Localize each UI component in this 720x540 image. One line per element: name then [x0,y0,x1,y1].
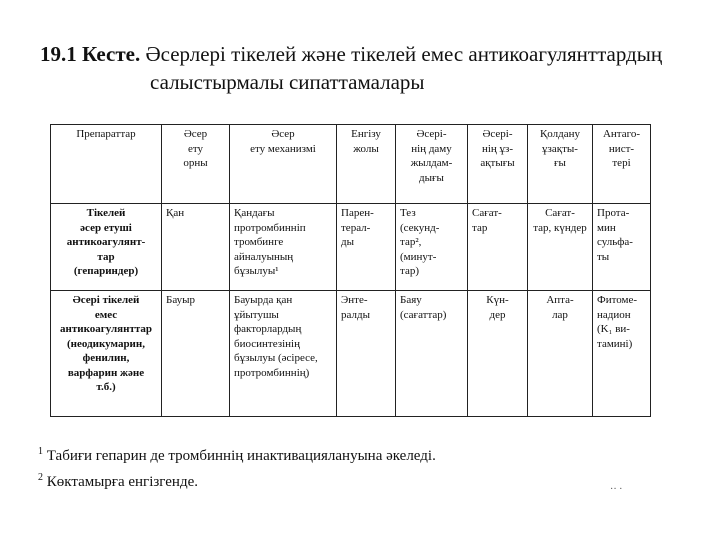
cell-antagonist: Фитоме- надион (K₁ ви- тамині) [593,291,651,417]
header-cell: Әсер ету орны [162,125,230,204]
cell-use-period: Сағат- тар, күндер [528,204,593,291]
footnote-2-mark: 2 [38,472,43,483]
table-caption [40,40,700,96]
footnote-1-mark: 1 [38,446,43,457]
cell-route: Энте- ралды [337,291,396,417]
header-cell: Қолдану ұзақты- ғы [528,125,593,204]
cell-duration: Күн- дер [468,291,528,417]
footnote-2 [38,468,678,492]
cell-antagonist: Прота- мин сульфа- ты [593,204,651,291]
cell-drug: Тікелей әсер етуші антикоагулянт- тар (гепариндер) [51,204,162,291]
header-cell: Әсері- нің даму жылдам- дығы [396,125,468,204]
cell-duration: Сағат- тар [468,204,528,291]
cell-onset: Баяу (сағаттар) [396,291,468,417]
cell-site: Бауыр [162,291,230,417]
header-cell: Антаго- нист- тері [593,125,651,204]
cell-site: Қан [162,204,230,291]
caption-title-line1: Әсерлері тікелей және тікелей емес антикоагулянттардың [145,42,663,66]
cell-use-period: Апта- лар [528,291,593,417]
header-cell: Енгізу жолы [337,125,396,204]
footnote-1 [38,442,678,466]
cell-onset: Тез (секунд- тар², (минут- тар) [396,204,468,291]
page-mark: ·· · [610,484,623,495]
footnote-1-text: Табиғи гепарин де тромбиннің инактивациялануына әкеледі. [46,448,436,464]
table-row [51,291,651,417]
anticoagulant-comparison-table [50,124,651,417]
cell-drug: Әсері тікелей емес антикоагулянттар (неодикумарин, фенилин, варфарин және т.б.) [51,291,162,417]
caption-title-line2: салыстырмалы сипаттамалары [150,70,425,94]
table-row [51,204,651,291]
header-cell: Препараттар [51,125,162,204]
cell-mechanism: Бауырда қан ұйытушы факторлардың биосинтезінің бұзылуы (әсіресе, протромбиннің) [230,291,337,417]
header-cell: Әсер ету механизмі [230,125,337,204]
table-header-row [51,125,651,204]
footnote-2-text: Көктамырға енгізгенде. [46,474,198,490]
caption-number: 19.1 Кесте. [40,42,141,66]
header-cell: Әсері- нің ұз- ақтығы [468,125,528,204]
cell-route: Парен- терал- ды [337,204,396,291]
cell-mechanism: Қандағы протромбинніп тромбинге айналуының бұзылуы¹ [230,204,337,291]
